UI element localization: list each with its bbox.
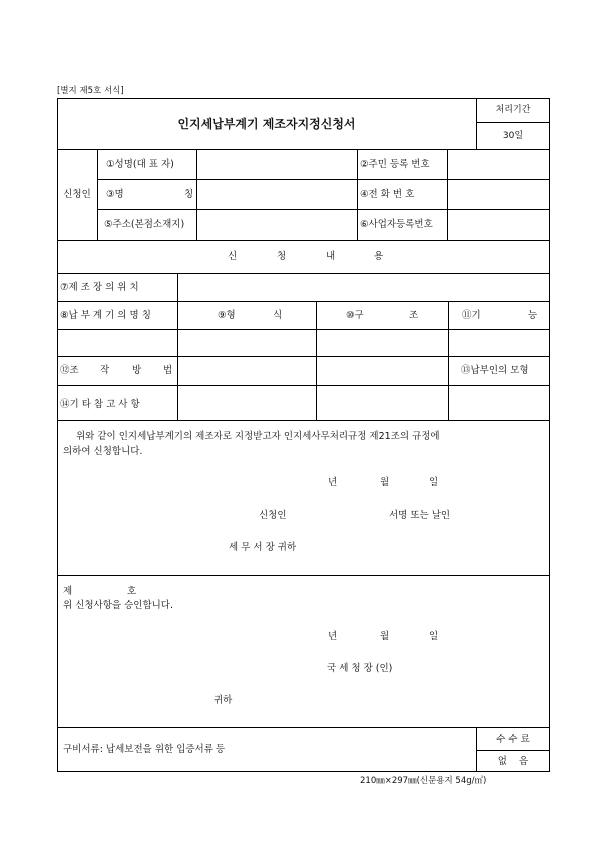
declaration-text-line2: 의하여 신청합니다.: [63, 446, 143, 457]
commissioner-seal: 국 세 청 장 (인): [327, 663, 393, 674]
phone-label: ④전 화 번 호: [360, 189, 415, 200]
declaration-signature-label: 서명 또는 날인: [389, 510, 451, 521]
processing-period-label: 처리기간: [495, 105, 531, 115]
processing-period-value: 30일: [502, 131, 524, 141]
factory-location-label: ⑦제 조 장 의 위 치: [60, 282, 139, 293]
type-label: ⑨형: [218, 310, 236, 321]
form-title: 인지세납부계기 제조자지정신청서: [177, 117, 356, 131]
approval-number-suffix: 호: [127, 586, 137, 597]
business-number-label: ⑥사업자등록번호: [360, 219, 433, 230]
address-label: ⑤주소(본점소재지): [104, 219, 185, 230]
form-number: [별지 제5호 서식]: [57, 86, 124, 96]
device-name-label: ⑧납 부 계 기 의 명 칭: [60, 310, 151, 321]
approval-day: 일: [429, 631, 439, 642]
resident-number-label: ②주민 등록 번호: [360, 159, 430, 170]
operation-method-label-4: 법: [163, 365, 173, 376]
operation-method-label: ⑫조: [60, 365, 79, 376]
declaration-month: 월: [380, 477, 390, 488]
content-header-2: 청: [277, 251, 287, 262]
content-header-1: 신: [228, 251, 238, 262]
structure-label: ⑩구: [346, 310, 364, 321]
content-header-3: 내: [326, 251, 336, 262]
applicant-section-label: 신청인: [63, 189, 91, 200]
name-label: ①성명(대 표 자): [106, 159, 174, 170]
fee-value: 없 음: [497, 756, 529, 767]
required-documents: 구비서류: 납세보전을 위한 입증서류 등: [63, 744, 226, 755]
approval-month: 월: [380, 631, 390, 642]
operation-method-label-3: 방: [132, 365, 142, 376]
type-label-suffix: 식: [273, 310, 283, 321]
fee-label: 수 수 료: [496, 734, 530, 745]
function-label-suffix: 능: [528, 310, 538, 321]
function-label: ⑪기: [462, 310, 481, 321]
other-notes-label: ⑭기 타 참 고 사 항: [60, 399, 140, 410]
declaration-applicant-label: 신청인: [259, 510, 287, 521]
trade-name-label-suffix: 칭: [184, 189, 194, 200]
approval-text: 위 신청사항을 승인합니다.: [63, 600, 174, 611]
approval-year: 년: [328, 631, 338, 642]
trade-name-label: ③명: [106, 189, 124, 200]
operation-method-label-2: 작: [100, 365, 110, 376]
approval-recipient: 귀하: [214, 695, 233, 706]
declaration-text-line1: 위와 같이 인지세납부계기의 제조자로 지정받고자 인지세사무처리규정 제21조의 규정에: [76, 431, 440, 442]
declaration-year: 년: [328, 477, 338, 488]
impression-model-label: ⑬납부인의 모형: [461, 365, 529, 376]
declaration-recipient: 세 무 서 장 귀하: [229, 542, 297, 553]
approval-number-label: 제: [63, 586, 73, 597]
structure-label-suffix: 조: [409, 310, 419, 321]
declaration-day: 일: [429, 477, 439, 488]
paper-specification: 210㎜×297㎜(신문용지 54g/㎡): [360, 776, 487, 786]
content-header-4: 용: [374, 251, 384, 262]
